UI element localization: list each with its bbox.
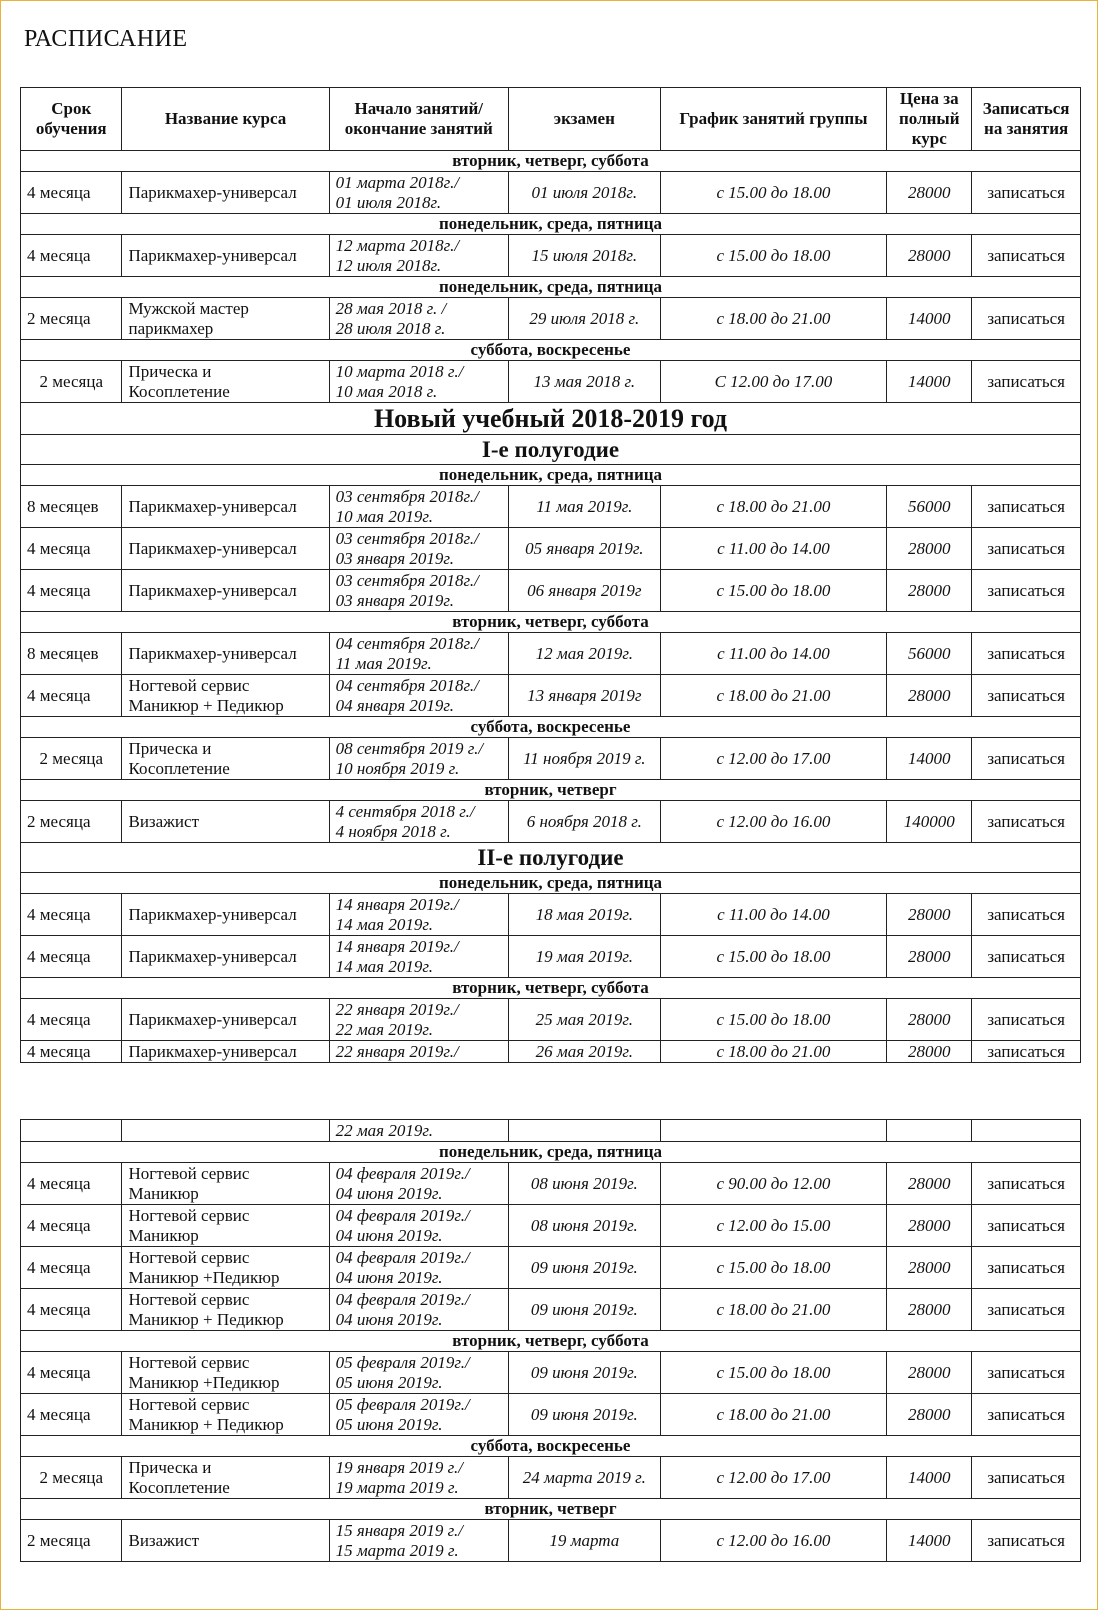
schedule-body-part2: [21, 1120, 1081, 1562]
price-cell: 14000: [887, 361, 972, 403]
duration-cell: 4 месяца: [21, 172, 122, 214]
weekdays-label: понедельник, среда, пятница: [21, 214, 1081, 235]
schedule-time-cell: с 15.00 до 18.00: [660, 172, 887, 214]
duration-cell: 2 месяца: [21, 361, 122, 403]
header-row: [21, 88, 1081, 151]
section-row: [21, 340, 1081, 361]
exam-cell: 08 июня 2019г.: [508, 1205, 660, 1247]
schedule-time-cell: с 18.00 до 21.00: [660, 1394, 887, 1436]
course-name-cell: Мужской мастер парикмахер: [122, 298, 329, 340]
course-name-cell: Парикмахер-универсал: [122, 894, 329, 936]
duration-cell: 2 месяца: [21, 1520, 122, 1562]
exam-cell: 06 января 2019г: [508, 570, 660, 612]
table-row: [21, 1120, 1081, 1142]
exam-cell: 09 июня 2019г.: [508, 1394, 660, 1436]
table-row: [21, 1205, 1081, 1247]
section-row: [21, 151, 1081, 172]
empty-cell: [21, 1120, 122, 1142]
enroll-link[interactable]: записаться: [972, 1457, 1081, 1499]
course-name-cell: Парикмахер-универсал: [122, 1041, 329, 1063]
exam-cell: 25 мая 2019г.: [508, 999, 660, 1041]
exam-cell: 19 марта: [508, 1520, 660, 1562]
weekdays-label: понедельник, среда, пятница: [21, 873, 1081, 894]
dates-cell: 19 января 2019 г./ 19 марта 2019 г.: [329, 1457, 508, 1499]
weekdays-label: вторник, четверг: [21, 1499, 1081, 1520]
table-row: [21, 1394, 1081, 1436]
header-duration: Срок обучения: [21, 88, 122, 151]
enroll-link[interactable]: записаться: [972, 1394, 1081, 1436]
duration-cell: 4 месяца: [21, 675, 122, 717]
exam-cell: 09 июня 2019г.: [508, 1289, 660, 1331]
price-cell: 28000: [887, 1247, 972, 1289]
schedule-time-cell: с 11.00 до 14.00: [660, 894, 887, 936]
price-cell: 28000: [887, 1289, 972, 1331]
exam-cell: 01 июля 2018г.: [508, 172, 660, 214]
enroll-link[interactable]: записаться: [972, 936, 1081, 978]
header-price: Цена за полный курс: [887, 88, 972, 151]
schedule-time-cell: с 12.00 до 15.00: [660, 1205, 887, 1247]
enroll-link[interactable]: записаться: [972, 801, 1081, 843]
duration-cell: 2 месяца: [21, 298, 122, 340]
duration-cell: 4 месяца: [21, 1247, 122, 1289]
schedule-time-cell: с 12.00 до 17.00: [660, 738, 887, 780]
exam-cell: 12 мая 2019г.: [508, 633, 660, 675]
table-row: [21, 894, 1081, 936]
enroll-link[interactable]: записаться: [972, 1352, 1081, 1394]
section-row: [21, 978, 1081, 999]
table-row: [21, 486, 1081, 528]
section-row: [21, 1436, 1081, 1457]
table-row: [21, 570, 1081, 612]
duration-cell: 8 месяцев: [21, 633, 122, 675]
course-name-cell: Ногтевой сервис Маникюр: [122, 1163, 329, 1205]
dates-cell: 08 сентября 2019 г./ 10 ноября 2019 г.: [329, 738, 508, 780]
table-row: [21, 1289, 1081, 1331]
weekdays-label: вторник, четверг, суббота: [21, 612, 1081, 633]
exam-cell: 13 января 2019г: [508, 675, 660, 717]
dates-cell: 04 февраля 2019г./ 04 июня 2019г.: [329, 1247, 508, 1289]
section-row: [21, 612, 1081, 633]
empty-cell: [122, 1120, 329, 1142]
schedule-time-cell: С 12.00 до 17.00: [660, 361, 887, 403]
duration-cell: 8 месяцев: [21, 486, 122, 528]
table-row: [21, 675, 1081, 717]
section-row: [21, 1499, 1081, 1520]
course-name-cell: Ногтевой сервис Маникюр + Педикюр: [122, 675, 329, 717]
schedule-time-cell: с 11.00 до 14.00: [660, 528, 887, 570]
table-row: [21, 801, 1081, 843]
enroll-link[interactable]: записаться: [972, 1041, 1081, 1063]
dates-cell: 22 января 2019г./: [329, 1041, 508, 1063]
course-name-cell: Парикмахер-универсал: [122, 633, 329, 675]
price-cell: 28000: [887, 1394, 972, 1436]
schedule-time-cell: с 90.00 до 12.00: [660, 1163, 887, 1205]
year-heading: Новый учебный 2018-2019 год: [21, 403, 1081, 435]
dates-cell: 14 января 2019г./ 14 мая 2019г.: [329, 894, 508, 936]
course-name-cell: Парикмахер-универсал: [122, 528, 329, 570]
semester-heading: II-е полугодие: [21, 843, 1081, 873]
exam-cell: 6 ноября 2018 г.: [508, 801, 660, 843]
course-name-cell: Прическа и Косоплетение: [122, 738, 329, 780]
section-row: [21, 214, 1081, 235]
section-row: [21, 277, 1081, 298]
table-row: [21, 528, 1081, 570]
price-cell: 28000: [887, 1163, 972, 1205]
page-title: РАСПИСАНИЕ: [24, 26, 188, 52]
price-cell: 28000: [887, 1205, 972, 1247]
duration-cell: 4 месяца: [21, 894, 122, 936]
dates-cell: 01 марта 2018г./ 01 июля 2018г.: [329, 172, 508, 214]
section-row: [21, 1331, 1081, 1352]
course-name-cell: Парикмахер-универсал: [122, 172, 329, 214]
weekdays-label: суббота, воскресенье: [21, 340, 1081, 361]
enroll-link[interactable]: записаться: [972, 894, 1081, 936]
course-name-cell: Ногтевой сервис Маникюр + Педикюр: [122, 1394, 329, 1436]
table-row: [21, 1041, 1081, 1063]
schedule-time-cell: с 12.00 до 16.00: [660, 801, 887, 843]
course-name-cell: Визажист: [122, 1520, 329, 1562]
table-row: [21, 633, 1081, 675]
semester-heading: I-е полугодие: [21, 435, 1081, 465]
section-row: [21, 780, 1081, 801]
schedule-time-cell: с 15.00 до 18.00: [660, 235, 887, 277]
empty-cell: [887, 1120, 972, 1142]
table-row: [21, 361, 1081, 403]
table-row: [21, 298, 1081, 340]
dates-cell: 03 сентября 2018г./ 03 января 2019г.: [329, 570, 508, 612]
exam-cell: 11 мая 2019г.: [508, 486, 660, 528]
schedule-time-cell: с 18.00 до 21.00: [660, 486, 887, 528]
course-name-cell: Ногтевой сервис Маникюр +Педикюр: [122, 1247, 329, 1289]
table-row: [21, 235, 1081, 277]
empty-cell: [972, 1120, 1081, 1142]
course-name-cell: Парикмахер-универсал: [122, 235, 329, 277]
enroll-link[interactable]: записаться: [972, 1247, 1081, 1289]
table-row: [21, 1352, 1081, 1394]
enroll-link[interactable]: записаться: [972, 738, 1081, 780]
section-row: [21, 435, 1081, 465]
enroll-link[interactable]: записаться: [972, 361, 1081, 403]
enroll-link[interactable]: записаться: [972, 172, 1081, 214]
table-row: [21, 1163, 1081, 1205]
table-row: [21, 936, 1081, 978]
price-cell: 28000: [887, 675, 972, 717]
table-row: [21, 1247, 1081, 1289]
duration-cell: 4 месяца: [21, 1205, 122, 1247]
course-name-cell: Ногтевой сервис Маникюр + Педикюр: [122, 1289, 329, 1331]
exam-cell: 15 июля 2018г.: [508, 235, 660, 277]
schedule-table: [20, 87, 1081, 1063]
exam-cell: 26 мая 2019г.: [508, 1041, 660, 1063]
duration-cell: 4 месяца: [21, 999, 122, 1041]
price-cell: 28000: [887, 1352, 972, 1394]
schedule-time-cell: с 18.00 до 21.00: [660, 675, 887, 717]
exam-cell: 09 июня 2019г.: [508, 1352, 660, 1394]
section-row: [21, 1142, 1081, 1163]
schedule-time-cell: с 15.00 до 18.00: [660, 999, 887, 1041]
price-cell: 14000: [887, 1520, 972, 1562]
duration-cell: 2 месяца: [21, 738, 122, 780]
section-row: [21, 403, 1081, 435]
table-row: [21, 999, 1081, 1041]
schedule-time-cell: с 15.00 до 18.00: [660, 1352, 887, 1394]
price-cell: 14000: [887, 738, 972, 780]
course-name-cell: Парикмахер-универсал: [122, 936, 329, 978]
exam-cell: 11 ноября 2019 г.: [508, 738, 660, 780]
price-cell: 28000: [887, 936, 972, 978]
price-cell: 140000: [887, 801, 972, 843]
dates-cell: 05 февраля 2019г./ 05 июня 2019г.: [329, 1394, 508, 1436]
course-name-cell: Ногтевой сервис Маникюр: [122, 1205, 329, 1247]
table-row: [21, 1520, 1081, 1562]
schedule-time-cell: с 18.00 до 21.00: [660, 1289, 887, 1331]
dates-cell: 04 февраля 2019г./ 04 июня 2019г.: [329, 1289, 508, 1331]
schedule-time-cell: с 15.00 до 18.00: [660, 1247, 887, 1289]
exam-cell: 18 мая 2019г.: [508, 894, 660, 936]
price-cell: 28000: [887, 235, 972, 277]
dates-cell: 28 мая 2018 г. / 28 июля 2018 г.: [329, 298, 508, 340]
duration-cell: 2 месяца: [21, 801, 122, 843]
price-cell: 28000: [887, 570, 972, 612]
course-name-cell: Прическа и Косоплетение: [122, 1457, 329, 1499]
dates-cell: 12 марта 2018г./ 12 июля 2018г.: [329, 235, 508, 277]
enroll-link[interactable]: записаться: [972, 528, 1081, 570]
dates-cell: 22 мая 2019г.: [329, 1120, 508, 1142]
price-cell: 56000: [887, 486, 972, 528]
dates-cell: 03 сентября 2018г./ 03 января 2019г.: [329, 528, 508, 570]
schedule-time-cell: с 18.00 до 21.00: [660, 1041, 887, 1063]
price-cell: 56000: [887, 633, 972, 675]
header-exam: экзамен: [508, 88, 660, 151]
table-row: [21, 172, 1081, 214]
enroll-link[interactable]: записаться: [972, 235, 1081, 277]
table-row: [21, 1457, 1081, 1499]
dates-cell: 4 сентября 2018 г./ 4 ноября 2018 г.: [329, 801, 508, 843]
enroll-link[interactable]: записаться: [972, 570, 1081, 612]
header-dates: Начало занятий/ окончание занятий: [329, 88, 508, 151]
duration-cell: 4 месяца: [21, 1352, 122, 1394]
schedule-time-cell: с 15.00 до 18.00: [660, 936, 887, 978]
duration-cell: 4 месяца: [21, 570, 122, 612]
weekdays-label: понедельник, среда, пятница: [21, 277, 1081, 298]
enroll-link[interactable]: записаться: [972, 633, 1081, 675]
exam-cell: 09 июня 2019г.: [508, 1247, 660, 1289]
enroll-link[interactable]: записаться: [972, 675, 1081, 717]
dates-cell: 04 сентября 2018г./ 11 мая 2019г.: [329, 633, 508, 675]
course-name-cell: Парикмахер-универсал: [122, 570, 329, 612]
course-name-cell: Парикмахер-универсал: [122, 999, 329, 1041]
duration-cell: 4 месяца: [21, 1394, 122, 1436]
exam-cell: 05 января 2019г.: [508, 528, 660, 570]
section-row: [21, 843, 1081, 873]
schedule-time-cell: с 12.00 до 17.00: [660, 1457, 887, 1499]
weekdays-label: вторник, четверг: [21, 780, 1081, 801]
duration-cell: 2 месяца: [21, 1457, 122, 1499]
course-name-cell: Ногтевой сервис Маникюр +Педикюр: [122, 1352, 329, 1394]
price-cell: 28000: [887, 894, 972, 936]
enroll-link[interactable]: записаться: [972, 1163, 1081, 1205]
schedule-body-part1: [21, 151, 1081, 1063]
dates-cell: 22 января 2019г./ 22 мая 2019г.: [329, 999, 508, 1041]
empty-cell: [508, 1120, 660, 1142]
schedule-time-cell: с 11.00 до 14.00: [660, 633, 887, 675]
weekdays-label: суббота, воскресенье: [21, 717, 1081, 738]
weekdays-label: понедельник, среда, пятница: [21, 465, 1081, 486]
header-schedule: График занятий группы: [660, 88, 887, 151]
enroll-link[interactable]: записаться: [972, 298, 1081, 340]
enroll-link[interactable]: записаться: [972, 1520, 1081, 1562]
duration-cell: 4 месяца: [21, 1289, 122, 1331]
section-row: [21, 717, 1081, 738]
duration-cell: 4 месяца: [21, 1163, 122, 1205]
weekdays-label: вторник, четверг, суббота: [21, 978, 1081, 999]
price-cell: 28000: [887, 999, 972, 1041]
exam-cell: 24 марта 2019 г.: [508, 1457, 660, 1499]
exam-cell: 19 мая 2019г.: [508, 936, 660, 978]
section-row: [21, 873, 1081, 894]
duration-cell: 4 месяца: [21, 1041, 122, 1063]
enroll-link[interactable]: записаться: [972, 1205, 1081, 1247]
schedule-table-continued: [20, 1119, 1081, 1562]
duration-cell: 4 месяца: [21, 528, 122, 570]
exam-cell: 29 июля 2018 г.: [508, 298, 660, 340]
weekdays-label: суббота, воскресенье: [21, 1436, 1081, 1457]
enroll-link[interactable]: записаться: [972, 999, 1081, 1041]
table-row: [21, 738, 1081, 780]
duration-cell: 4 месяца: [21, 235, 122, 277]
enroll-link[interactable]: записаться: [972, 1289, 1081, 1331]
schedule-time-cell: с 15.00 до 18.00: [660, 570, 887, 612]
schedule-time-cell: с 12.00 до 16.00: [660, 1520, 887, 1562]
exam-cell: 13 мая 2018 г.: [508, 361, 660, 403]
weekdays-label: понедельник, среда, пятница: [21, 1142, 1081, 1163]
course-name-cell: Прическа и Косоплетение: [122, 361, 329, 403]
duration-cell: 4 месяца: [21, 936, 122, 978]
price-cell: 28000: [887, 1041, 972, 1063]
enroll-link[interactable]: записаться: [972, 486, 1081, 528]
price-cell: 28000: [887, 528, 972, 570]
dates-cell: 03 сентября 2018г./ 10 мая 2019г.: [329, 486, 508, 528]
course-name-cell: Парикмахер-универсал: [122, 486, 329, 528]
price-cell: 14000: [887, 1457, 972, 1499]
empty-cell: [660, 1120, 887, 1142]
dates-cell: 15 января 2019 г./ 15 марта 2019 г.: [329, 1520, 508, 1562]
dates-cell: 04 сентября 2018г./ 04 января 2019г.: [329, 675, 508, 717]
exam-cell: 08 июня 2019г.: [508, 1163, 660, 1205]
price-cell: 14000: [887, 298, 972, 340]
section-row: [21, 465, 1081, 486]
dates-cell: 10 марта 2018 г./ 10 мая 2018 г.: [329, 361, 508, 403]
price-cell: 28000: [887, 172, 972, 214]
header-course: Название курса: [122, 88, 329, 151]
weekdays-label: вторник, четверг, суббота: [21, 1331, 1081, 1352]
dates-cell: 04 февраля 2019г./ 04 июня 2019г.: [329, 1163, 508, 1205]
header-enroll: Записаться на занятия: [972, 88, 1081, 151]
schedule-time-cell: с 18.00 до 21.00: [660, 298, 887, 340]
weekdays-label: вторник, четверг, суббота: [21, 151, 1081, 172]
dates-cell: 04 февраля 2019г./ 04 июня 2019г.: [329, 1205, 508, 1247]
course-name-cell: Визажист: [122, 801, 329, 843]
dates-cell: 14 января 2019г./ 14 мая 2019г.: [329, 936, 508, 978]
dates-cell: 05 февраля 2019г./ 05 июня 2019г.: [329, 1352, 508, 1394]
